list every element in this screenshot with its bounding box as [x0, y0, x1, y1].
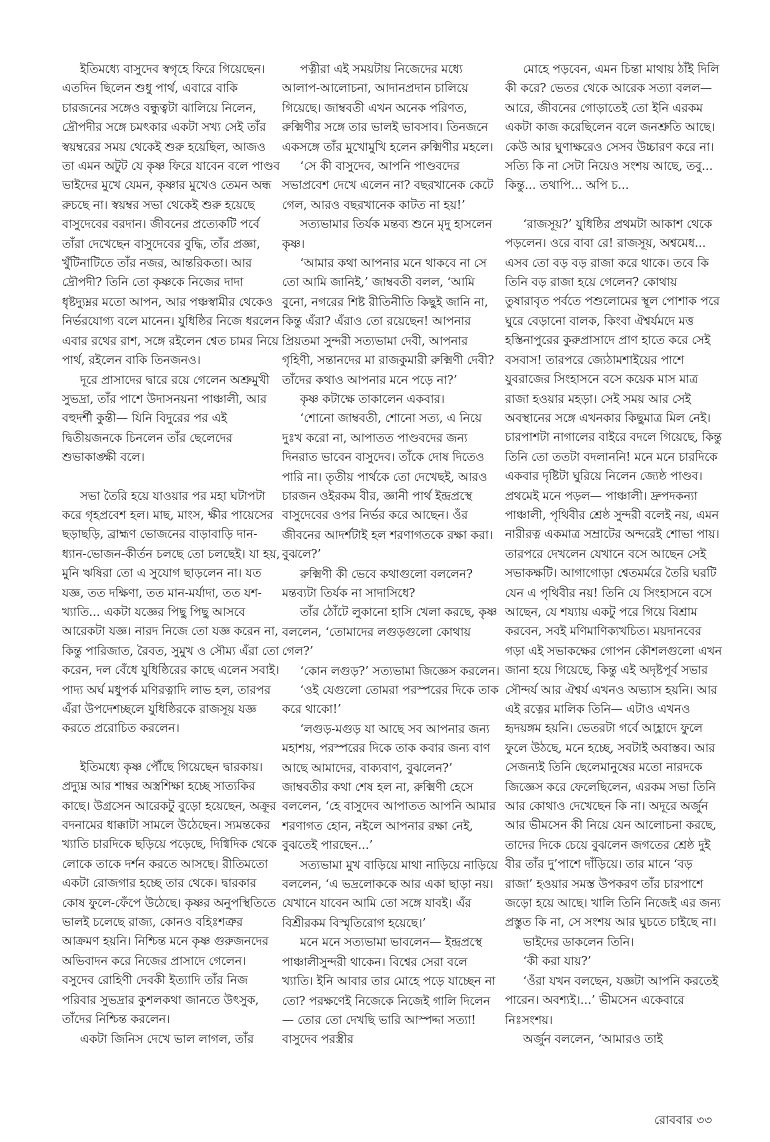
paragraph: তাঁর ঠোঁটে লুকানো হাসি খেলা করছে, কৃষ্ণ বললেন, ‘তোমাদের লগুড়গুলো কোথায় গেল?’ [282, 605, 498, 659]
text-column-1 [62, 60, 280, 1095]
paragraph: ইতিমধ্যে কৃষ্ণ পৌঁছে গিয়েছেন দ্বারকায়। প্রদ্যুম্ন আর শাম্বর অস্ত্রশিক্ষা হচ্ছে সাত্যকির কাছে। উগ্রসেন আরেকটু বুড়ো হয়েছেন, অক্রূর বদনামের ধাক্কাটা সামলে উঠেছেন। স্যমন্তকের খ্যাতি চারদিকে ছড়িয়ে পড়েছে, দিগ্বিদিক থেকে লোকে তাকে দর্শন করতে আসছে। রীতিমতো একটা রোজগার হচ্ছে তার থেকে। দ্বারকার কোষ ফুলে-ফেঁপে উঠেছে। কৃষ্ণর অনুপস্থিতিতে ভালই চলেছে রাজ্য, কোনও বহিঃশত্রুর আক্রমণ হয়নি। নিশ্চিন্ত মনে কৃষ্ণ গুরুজনদের অভিবাদন করে নিজের প্রাসাদে গেলেন। বসুদেব রোহিণী দেবকী ইত্যাদি তাঁর নিজ পরিবার সুভদ্রার কুশলকথা জানতে উৎসুক, তাঁদের নিশ্চিন্ত করলেন। [62, 759, 277, 1027]
text-column-2 [282, 60, 500, 1095]
paragraph: ‘সে কী বাসুদেব, আপনি পাণ্ডবদের সভাপ্রবেশ দেখে এলেন না? বছরখানেক কেটে গেল, আরও বছরখানেক কাটত না হয়!’ [282, 159, 494, 212]
paragraph: একটা জিনিস দেখে ভাল লাগল, তাঁর [80, 1031, 254, 1046]
paragraph: পত্নীরা এই সময়টায় নিজেদের মধ্যে আলাপ-আলোচনা, আদানপ্রদান চালিয়ে গিয়েছে। জাম্ববতী এখন অনেক পরিণত, রুক্মিণীর সঙ্গে তার ভালই ভাবসাব। তিনজনে একসঙ্গে তাঁর মুখোমুখি হলেন রুক্মিণীর মহলে। [282, 62, 494, 154]
paragraph: রুক্মিণী কী ভেবে কথাগুলো বললেন? মন্তব্যটা তির্যক না সাদাসিধে? [282, 566, 473, 600]
paragraph: ‘ওঁরা যখন বলছেন, যজ্ঞটা আপনি করতেই পারেন। অবশ্যই।...’ ভীমসেন একেবারে নিঃসংশয়। [505, 973, 719, 1027]
paragraph: সত্যভামা মুখ বাড়িয়ে মাথা নাড়িয়ে নাড়িয়ে বললেন, ‘এ ভদ্রলোককে আর একা ছাড়া নয়। যেখানে যাবেন আমি তো সঙ্গে যাবই। এঁর বিশ্রীরকম বিস্মৃতিরোগ হয়েছে।’ [282, 857, 498, 930]
paragraph: ‘শোনো জাম্ববতী, শোনো সত্য, এ নিয়ে দুঃখ করো না, আপাতত পাণ্ডবদের জন্য দিনরাত ভাবেন বাসুদেব। তাঁকে দোষ দিতেও পারি না। তৃতীয় পার্থকে তো দেখেছই, আরও চারজন ওইরকম বীর, জ্ঞানী পার্থ ইন্দ্রপ্রস্থে বাসুদেবের ওপর নির্ভর করে আছেন। ওঁর জীবনের আদর্শটাই হল শরণাগতকে রক্ষা করা। বুঝলে?’ [282, 411, 493, 562]
paragraph: ‘কোন লগুড়?’ সত্যভামা জিজ্ঞেস করলেন। [300, 663, 500, 678]
paragraph: সভা তৈরি হয়ে যাওয়ার পর মহা ঘটাপটা করে গৃহপ্রবেশ হল। মাছ, মাংস, ক্ষীর পায়েসের ছড়াছড়ি, ব্রাহ্মণ ভোজনের বাড়াবাড়ি দান-ধ্যান-ভোজন-কীর্তন চলছে তো চলছেই। যা হয়, মুনি ঋষিরা তো এ সুযোগ ছাড়লেন না। যত যজ্ঞ, তত দক্ষিণা, তত মান-মর্যাদা, তত যশ-খ্যাতি... একটা যজ্ঞের পিছু পিছু আসবে আরেকটা যজ্ঞ। নারদ নিজে তো যজ্ঞ করেন না, কিন্তু পারিজাত, রৈবত, সুমুখ ও সৌম্য এঁরা তো করেন, দল বেঁধে যুধিষ্ঠিরের কাছে এলেন সবাই। পাদ্য অর্ঘ মধুপর্ক মণিরত্নাদি লাভ হল, তারপর এঁরা উপদেশচ্ছলে যুধিষ্ঠিরকে রাজসূয় যজ্ঞ করতে প্ররোচিত করলেন। [62, 488, 280, 736]
paragraph: ‘ওই যেগুলো তোমরা পরস্পরের দিকে তাক করে থাকো!’ [282, 683, 499, 717]
paragraph: ‘লগুড়-মগুড় যা আছে সব আপনার জন্য মহাশয়, পরস্পরের দিকে তাক কবার জন্য বাণ আছে আমাদের, বাক্যবাণ, বুঝলেন?’ জাম্ববতীর কথা শেষ হল না, রুক্মিণী হেসে বললেন, ‘হে বাসুদেব আপাতত আপনি আমার শরণাগত হোন, নইলে আপনার রক্ষা নেই, বুঝতেই পারছেন...’ [282, 721, 496, 853]
paragraph: ভাইদের ডাকলেন তিনি। [523, 934, 635, 949]
paragraph: মনে মনে সত্যভামা ভাবলেন— ইন্দ্রপ্রস্থে পাঞ্চালীসুন্দরী থাকেন। বিশ্বের সেরা বলে খ্যাতি। ইনি আবার তার মোহে পড়ে যাচ্ছেন না তো? পরক্ষণেই নিজেকে নিজেই গালি দিলেন— তোর তো দেখছি ভারি আস্পদ্দা সত্যা! বাসুদেব পরস্ত্রীর [282, 935, 496, 1047]
paragraph: সত্যভামার তির্যক মন্তব্য শুনে মৃদু হাসলেন কৃষ্ণ। [282, 217, 493, 251]
paragraph: ‘আমার কথা আপনার মনে থাকবে না সে তো আমি জানিই,’ জাম্ববতী বলল, ‘আমি বুনো, নগরের শিষ্ট রীতিনীতি কিছুই জানি না, কিন্তু এঁরা? এঁরাও তো রয়েছেন! আপনার প্রিয়তমা সুন্দরী সত্যভামা দেবী, আপনার গৃহিণী, সন্তানদের মা রাজকুমারী রুক্মিণী দেবী? তাঁদের কথাও আপনার মনে পড়ে না?’ [282, 256, 495, 387]
paragraph: অর্জুন বললেন, ‘আমারও তাই [523, 1031, 663, 1046]
paragraph: ‘রাজসূয়?’ যুধিষ্ঠির প্রথমটা আকাশ থেকে পড়লেন। ওরে বাবা রে! রাজসূয়, অশ্বমেধ... এসব তো বড় বড় রাজা করে থাকে। তবে কি তিনি বড় রাজা হয়ে গেলেন? কোথায় তুষারাবৃত পর্বতে পশুলোমের স্থূল পোশাক পরে ঘুরে বেড়ানো বালক, কিংবা ঐশ্বর্যমদে মত্ত হস্তিনাপুরের কুরুপ্রাসাদে প্রাণ হাতে করে সেই বসবাস! তারপরে জ্যেঠামশাইয়ের পাশে যুবরাজের সিংহাসনে বসে কয়েক মাস মাত্র রাজা হওয়ার মহড়া। সেই সময় আর সেই অবস্থানের সঙ্গে এখনকার কিছুমাত্র মিল নেই। চারপাশটা নাগালের বাইরে বদলে গিয়েছে, কিন্তু তিনি তো ততটা বদলাননি! মনে মনে চারদিকে একবার দৃষ্টিটা ঘুরিয়ে নিলেন জ্যেষ্ঠ পাণ্ডব। প্রথমেই মনে পড়ল— পাঞ্চালী। দ্রুপদকন্যা পাঞ্চালী, পৃথিবীর শ্রেষ্ঠ সুন্দরী বলেই নয়, এমন নারীরত্ন একমাত্র সম্রাটের অন্দরেই শোভা পায়। তারপরে দেখলেন যেখানে বসে আছেন সেই সভাকক্ষটি। আগাগোড়া শ্বেতমর্মরে তৈরি ঘরটি যেন এ পৃথিবীর নয়! তিনি যে সিংহাসনে বসে আছেন, যে শয্যায় একটু পরে গিয়ে বিশ্রাম করবেন, সবই মণিমাণিক্যখচিত। ময়দানবের গড়া এই সভাকক্ষের গোপন কৌশলগুলো এখন জানা হয়ে গিয়েছে, কিন্তু এই অদৃষ্টপূর্ব সভার সৌন্দর্য আর ঐশ্বর্য এখনও অভ্যাস হয়নি। আর এই রত্নের মালিক তিনি— এটাও এখনও হৃদয়ঙ্গম হয়নি। ভেতরটা গর্বে আহ্লাদে ফুলে ফুলে উঠছে, মনে হচ্ছে, সবটাই অবাস্তব। আর সেজন্যই তিনি ছেলেমানুষের মতো নারদকে জিজ্ঞেস করে ফেলেছিলেন, এরকম সভা তিনি আর কোথাও দেখেছেন কি না। অদূরে অর্জুন আর ভীমসেন কী নিয়ে যেন আলোচনা করছে, তাদের দিকে চেয়ে বুঝলেন জগতের শ্রেষ্ঠ দুই বীর তাঁর দু’পাশে দাঁড়িয়ে। তার মানে ‘বড় রাজা’ হওয়ার সমস্ত উপকরণ তাঁর চারপাশে জড়ো হয়ে আছে। খালি তিনি নিজেই এর জন্য প্রস্তুত কি না, সে সংশয় আর ঘুচতে চাইছে না। [505, 216, 722, 930]
paragraph: ইতিমধ্যে বাসুদেব স্বগৃহে ফিরে গিয়েছেন। এতদিন ছিলেন শুধু পার্থ, এবারে বাকি চারজনের সঙ্গেও বন্ধুত্বটা ঝালিয়ে নিলেন, দ্রৌপদীর সঙ্গে চমৎকার একটা সখ্য সেই তাঁর স্বয়ম্বরের সময় থেকেই শুরু হয়েছিল, আজও তা এমন অটুট যে কৃষ্ণ ফিরে যাবেন বলে পাণ্ডব ভাইদের মুখে যেমন, কৃষ্ণার মুখেও তেমন অন্ধ রুচছে না। স্বয়ম্বর সভা থেকেই শুরু হয়েছে বাসুদেবের বরদান। জীবনের প্রত্যেকটি পর্বে তাঁরা দেখেছেন বাসুদেবের বুদ্ধি, তাঁর প্রজ্ঞা, খুঁটিনাটিতে তাঁর নজর, আন্তরিকতা। আর দ্রৌপদী? তিনি তো কৃষ্ণকে নিজের দাদা ধৃষ্টদ্যুম্নর মতো আপন, আর পঞ্চস্বামীর থেকেও নির্ভরযোগ্য বলে মানেন। যুধিষ্ঠির নিজে ধরলেন এবার রথের রাশ, সঙ্গে রইলেন শ্বেত চামর নিয়ে পার্থ, রইলেন বাকি তিনজনও। [62, 62, 280, 368]
page-folio: রোববার ৩৩ [654, 1113, 712, 1127]
paragraph: ‘কী করা যায়?’ [523, 954, 592, 969]
paragraph: দূরে প্রাসাদের দ্বারে রয়ে গেলেন অশ্রুমুখী সুভদ্রা, তাঁর পাশে উদাসনয়না পাঞ্চালী, আর বহুদর্শী কুন্তী— যিনি বিদুরের পর এই দ্বিতীয়জনকে চিনলেন তাঁর ছেলেদের শুভাকাঙ্ক্ষী বলে। [62, 372, 270, 465]
text-column-3 [505, 60, 723, 1095]
paragraph: মোহে পড়বেন, এমন চিন্তা মাথায় ঠাঁই দিলি কী করে? ভেতর থেকে আরেক সত্যা বলল— আরে, জীবনের গোড়াতেই তো ইনি এরকম একটা কাজ করেছিলেন বলে জনশ্রুতি আছে। কেউ আর ঘুণাক্ষরেও সেসব উচ্চারণ করে না। সত্যি কি না সেটা নিয়েও সংশয় আছে, তবু... কিন্তু... তথাপি... অপি চ... [505, 62, 720, 193]
paragraph: কৃষ্ণ কটাক্ষে তাকালেন একবার। [300, 391, 445, 406]
